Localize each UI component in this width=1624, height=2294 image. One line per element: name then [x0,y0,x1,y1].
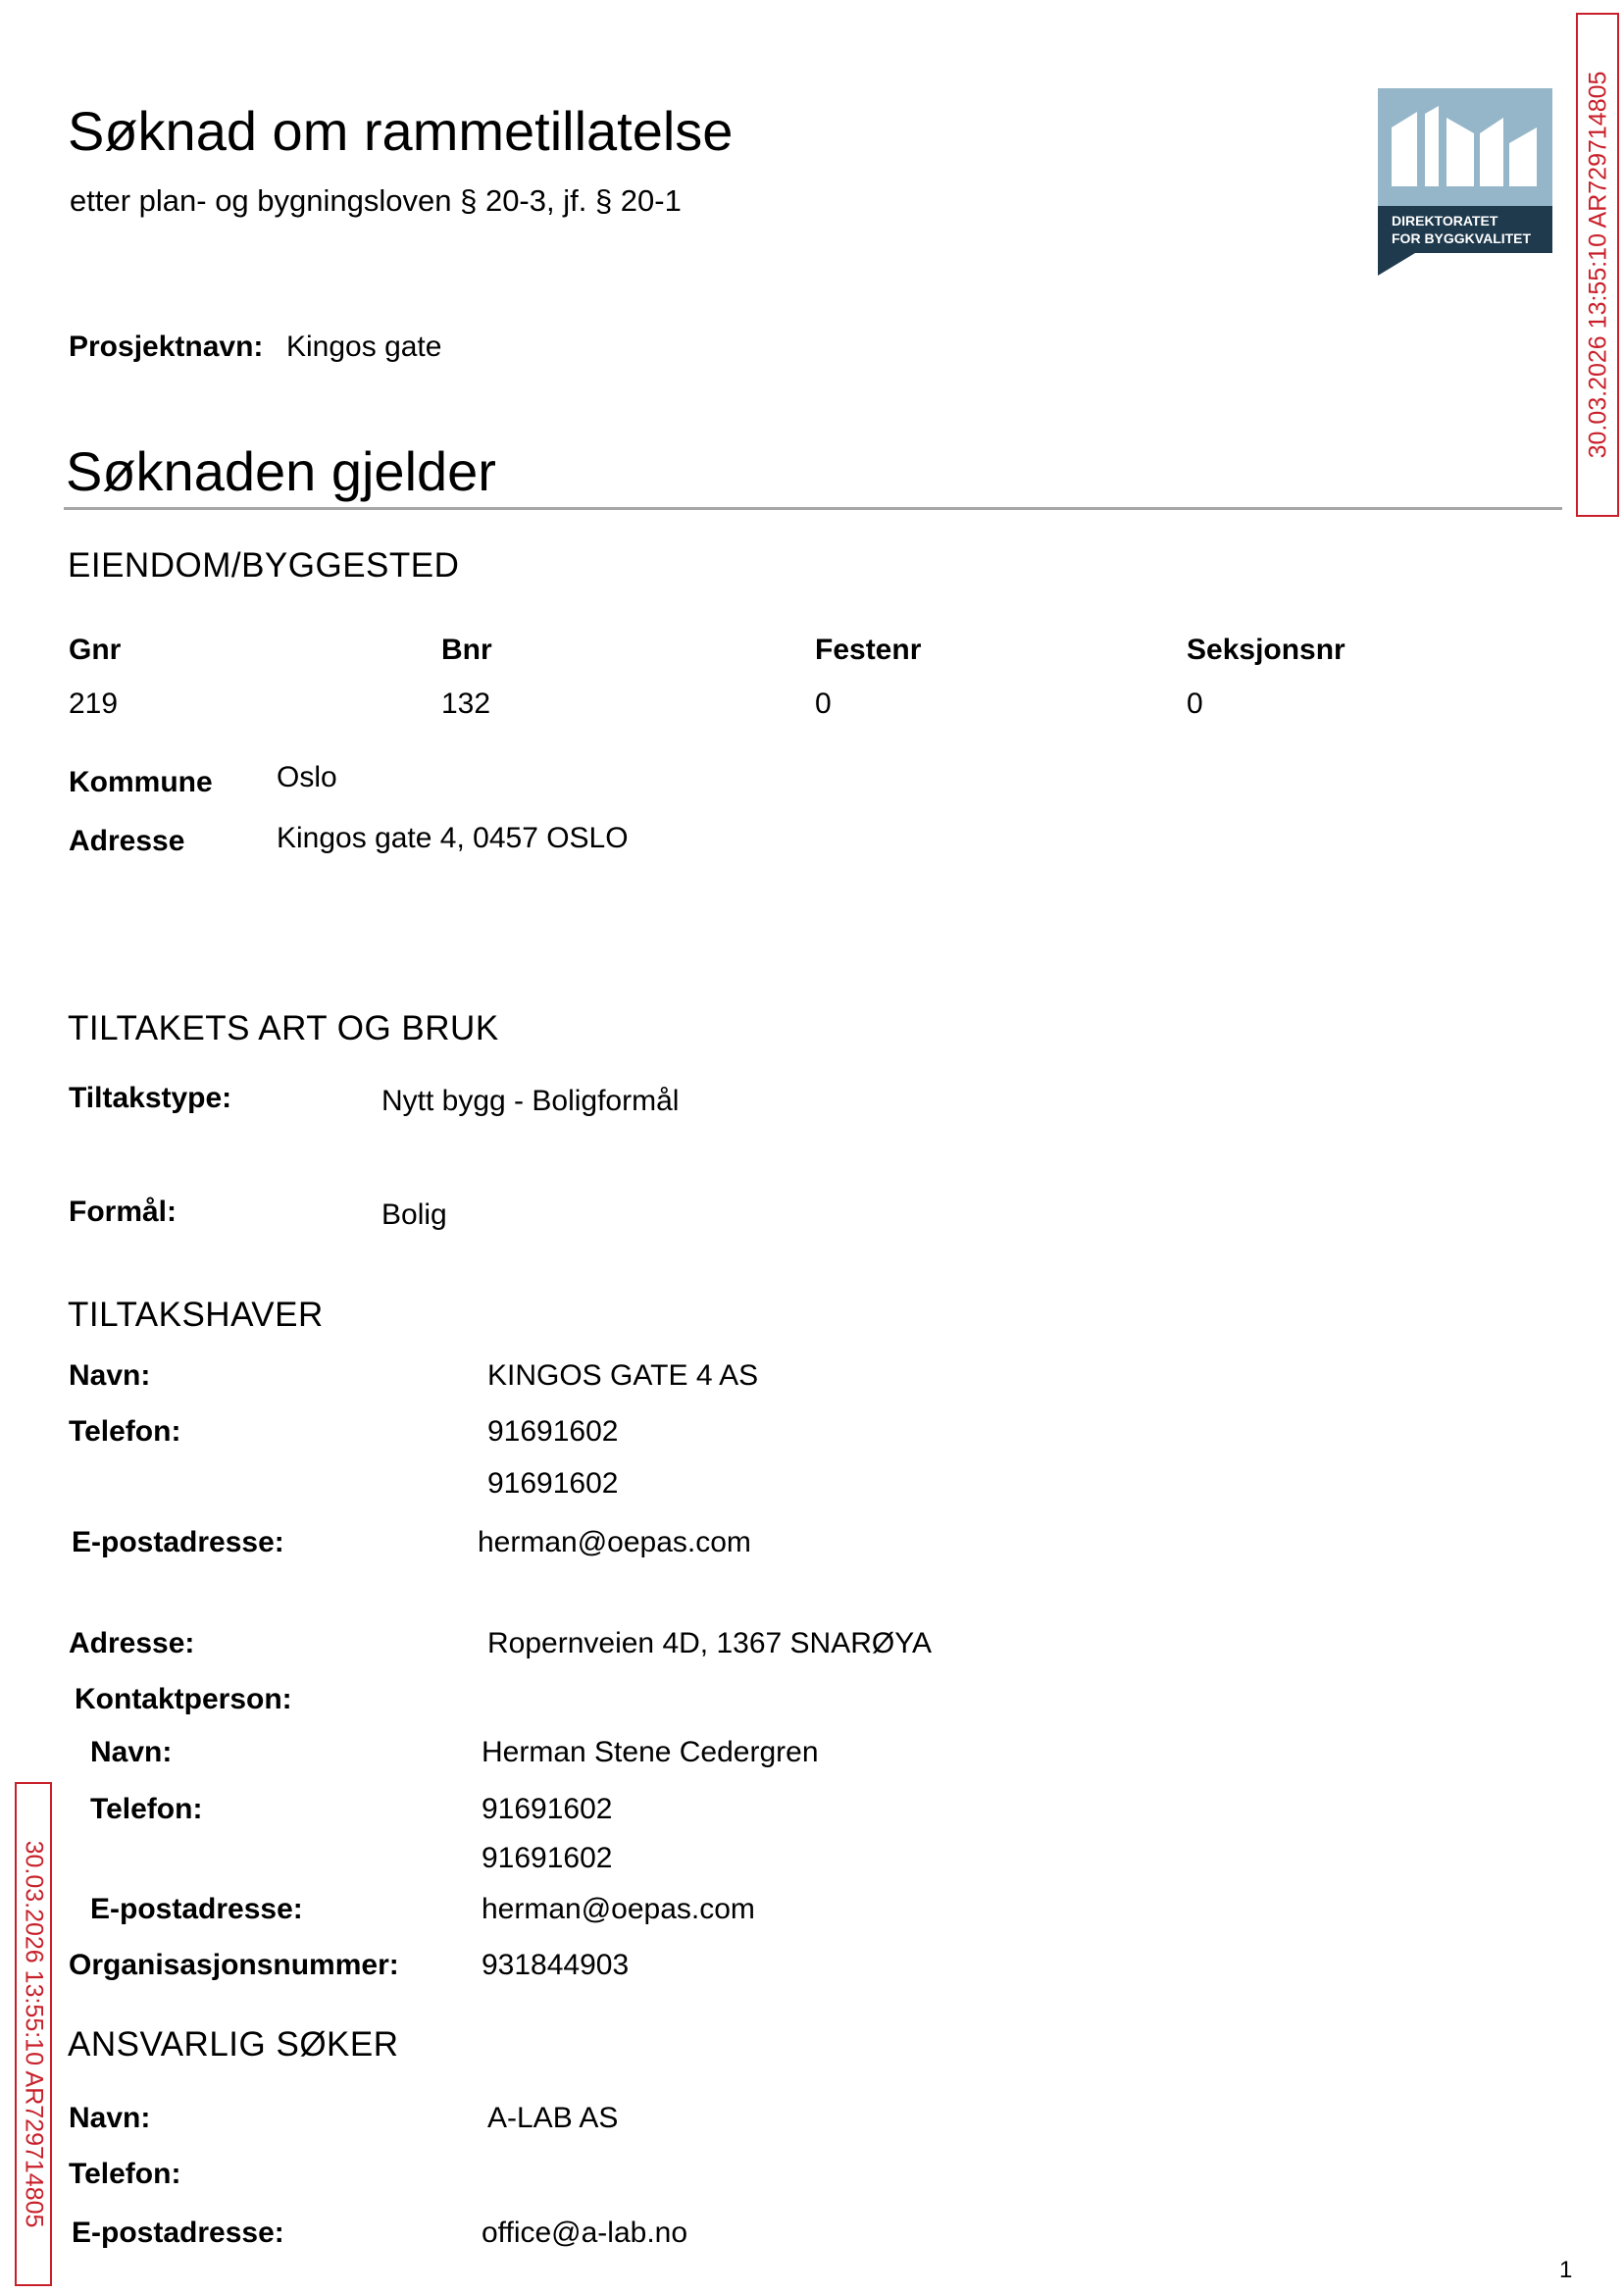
kontakt-telefon-label: Telefon: [90,1793,203,1825]
ansvarlig-navn-value: A-LAB AS [487,2102,619,2134]
tiltakshaver-epost-label: E-postadresse: [72,1526,284,1558]
seksjonsnr-label: Seksjonsnr [1187,634,1345,666]
tiltakshaver-navn-label: Navn: [69,1359,151,1392]
tiltakshaver-epost-value: herman@oepas.com [478,1526,751,1558]
project-label: Prosjektnavn: [69,331,264,363]
orgnr-label: Organisasjonsnummer: [69,1949,399,1981]
gnr-value: 219 [69,688,119,720]
tiltakstype-label: Tiltakstype: [69,1082,232,1114]
tiltakshaver-telefon-value-2: 91691602 [487,1467,619,1500]
stamp-text: 30.03.2026 13:55:10 AR729714805 [20,1840,47,2228]
kontakt-epost-label: E-postadresse: [90,1893,303,1925]
project-value: Kingos gate [286,331,442,363]
date-stamp-left [15,1782,52,2286]
bnr-label: Bnr [441,634,492,666]
kommune-label: Kommune [69,766,213,798]
orgnr-value: 931844903 [482,1949,630,1981]
stamp-text: 30.03.2026 13:55:10 AR729714805 [1584,71,1611,459]
section-title: Søknaden gjelder [66,440,496,502]
tiltak-heading: TILTAKETS ART OG BRUK [68,1009,499,1047]
tiltakshaver-telefon-value-1: 91691602 [487,1415,619,1448]
tiltakshaver-navn-value: KINGOS GATE 4 AS [487,1359,759,1392]
ansvarlig-epost-label: E-postadresse: [72,2217,284,2249]
kontaktperson-label: Kontaktperson: [75,1683,292,1715]
formal-value: Bolig [381,1198,447,1231]
date-stamp-right [1576,13,1619,517]
tiltakshaver-adresse-value: Ropernveien 4D, 1367 SNARØYA [487,1627,933,1659]
logo-text-line1: DIREKTORATET [1392,213,1498,229]
page-number: 1 [1559,2257,1573,2283]
bnr-value: 132 [441,688,491,720]
seksjonsnr-value: 0 [1187,688,1203,720]
festenr-label: Festenr [815,634,922,666]
page-subtitle: etter plan- og bygningsloven § 20-3, jf. § 20-1 [70,183,682,218]
kontakt-telefon-value-2: 91691602 [482,1842,613,1874]
kontakt-telefon-value-1: 91691602 [482,1793,613,1825]
tiltakstype-value: Nytt bygg - Boligformål [381,1085,680,1117]
tiltakshaver-heading: TILTAKSHAVER [68,1296,324,1334]
kontakt-epost-value: herman@oepas.com [482,1893,755,1925]
tiltakshaver-telefon-label: Telefon: [69,1415,181,1448]
ansvarlig-navn-label: Navn: [69,2102,151,2134]
festenr-value: 0 [815,688,832,720]
ansvarlig-heading: ANSVARLIG SØKER [68,2025,399,2064]
logo-building-2 [1425,106,1439,186]
ansvarlig-telefon-label: Telefon: [69,2158,181,2190]
eiendom-heading: EIENDOM/BYGGESTED [68,546,460,585]
logo-tab [1378,253,1415,276]
kommune-value: Oslo [277,761,337,793]
kontakt-navn-label: Navn: [90,1736,173,1768]
page-title: Søknad om rammetillatelse [68,100,734,162]
tiltakshaver-adresse-label: Adresse: [69,1627,195,1659]
adresse-label: Adresse [69,825,185,857]
kontakt-navn-value: Herman Stene Cedergren [482,1736,819,1768]
section-divider [64,507,1562,510]
logo-text-line2: FOR BYGGKVALITET [1392,230,1532,246]
gnr-label: Gnr [69,634,122,666]
dibk-logo [1378,88,1552,253]
adresse-value: Kingos gate 4, 0457 OSLO [277,822,629,854]
formal-label: Formål: [69,1196,178,1228]
ansvarlig-epost-value: office@a-lab.no [482,2217,688,2249]
